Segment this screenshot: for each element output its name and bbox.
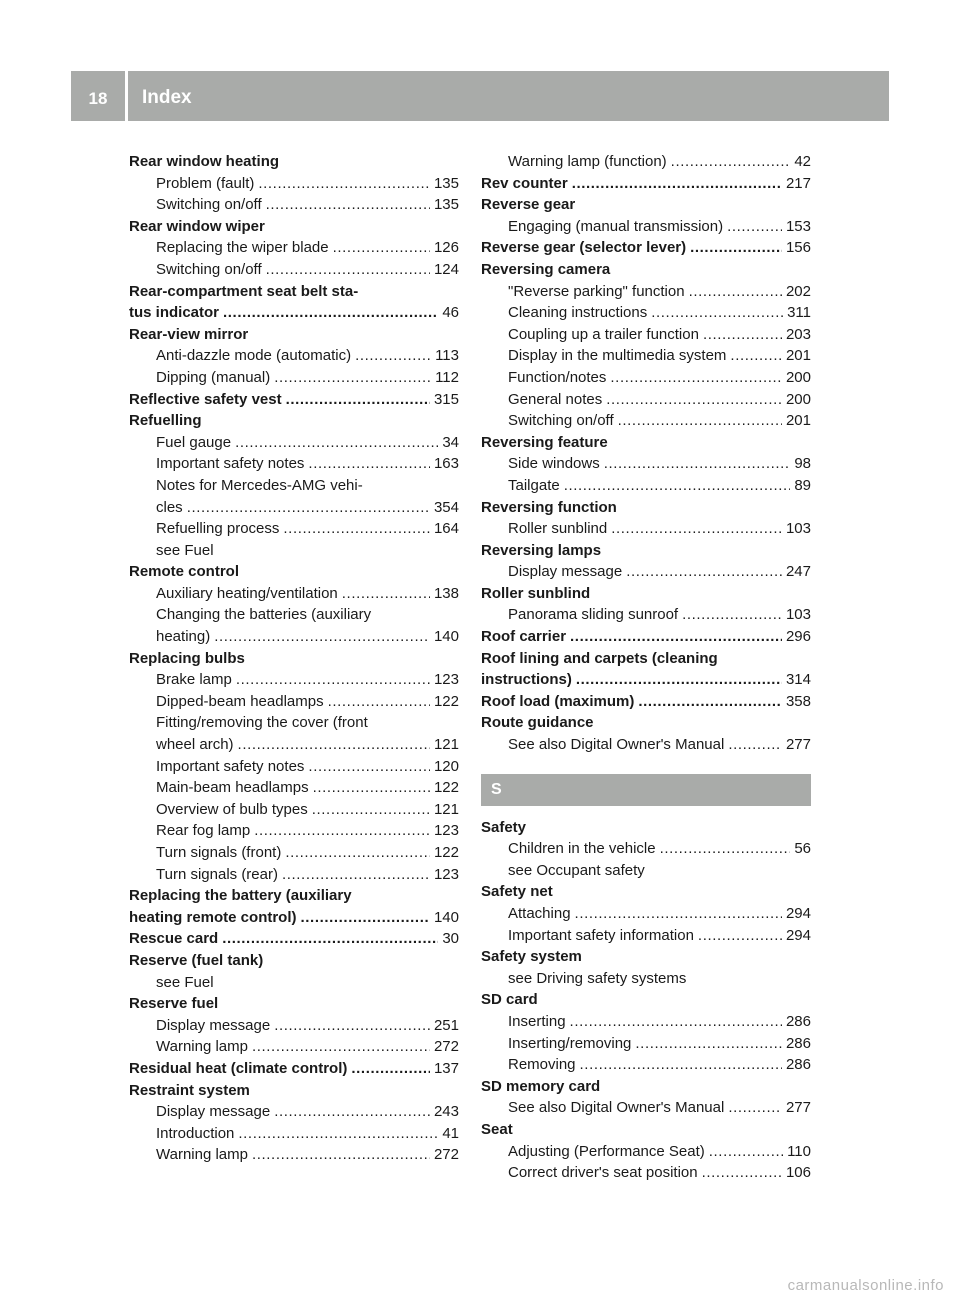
index-subentry: Notes for Mercedes-AMG vehi- [156,476,363,494]
page-ref: 140 [433,628,459,646]
entry-text: Switching on/off [508,412,614,430]
index-subentry [481,216,811,238]
dot-leader [689,281,782,303]
entry-text: Engaging (manual transmission) [508,217,724,235]
entry-text: cles [156,498,183,516]
entry-text: Rescue card [129,930,219,948]
index-heading: Restraint system [129,1081,250,1099]
dot-leader [570,1011,782,1033]
page-ref: 277 [785,736,811,754]
page-number: 18 [88,89,108,108]
dot-leader [285,842,430,864]
entry-text: Replacing the wiper blade [156,239,329,257]
page-ref: 110 [787,1142,811,1160]
watermark: carmanualsonline.info [787,1277,944,1294]
page-ref: 277 [785,1099,811,1117]
dot-leader [258,173,430,195]
index-subentry [129,842,459,864]
entry-text: Dipped-beam headlamps [156,692,324,710]
index-subentry [129,453,459,475]
index-subentry [129,583,459,605]
page-title: Index [142,87,192,108]
dot-leader [690,237,782,259]
page-ref: 286 [785,1034,811,1052]
dot-leader [576,669,782,691]
index-subentry: see Fuel [156,973,214,991]
index-heading: Safety system [481,948,582,966]
dot-leader [709,1141,783,1163]
dot-leader [252,1144,430,1166]
index-entry [481,173,811,195]
page-ref: 358 [785,692,811,710]
dot-leader [236,669,430,691]
index-subentry [129,691,459,713]
dot-leader [703,324,782,346]
index-subentry [481,561,811,583]
entry-text: tus indicator [129,304,220,322]
index-heading: Rear window wiper [129,217,265,235]
page-ref: 294 [785,926,811,944]
index-subentry [129,626,459,648]
page-ref: 106 [785,1164,811,1182]
index-heading: Reversing function [481,498,617,516]
page-ref: 30 [442,930,459,948]
dot-leader [283,518,430,540]
entry-text: Reflective safety vest [129,390,282,408]
header-divider [125,71,128,121]
dot-leader [570,626,782,648]
page-ref: 200 [785,368,811,386]
dot-leader [274,1101,430,1123]
dot-leader [626,561,782,583]
index-subentry: Changing the batteries (auxiliary [156,606,372,624]
page-ref: 200 [785,390,811,408]
dot-leader [301,907,430,929]
page-ref: 98 [794,455,811,473]
dot-leader [564,475,791,497]
index-subentry [481,734,811,756]
page-ref: 41 [442,1124,459,1142]
page-ref: 42 [794,153,811,170]
entry-text: Display message [508,563,623,581]
dot-leader [610,367,782,389]
index-subentry [481,1097,811,1119]
entry-text: Warning lamp [156,1146,248,1164]
page-ref: 122 [433,779,459,797]
page-ref: 164 [433,520,459,538]
index-entry [129,302,459,324]
entry-text: Important safety notes [156,757,305,775]
page-ref: 120 [433,757,459,775]
entry-text: Cleaning instructions [508,304,648,322]
dot-leader [698,925,782,947]
index-heading: Safety [481,818,527,836]
index-subentry: Fitting/removing the cover (front [156,714,368,732]
page-ref: 103 [785,606,811,624]
index-subentry: see Driving safety systems [508,969,687,987]
dot-leader [638,691,782,713]
page-ref: 251 [433,1016,459,1034]
entry-text: Dipping (manual) [156,368,271,386]
page-ref: 126 [433,239,459,257]
entry-text: Roof load (maximum) [481,692,635,710]
dot-leader [266,259,430,281]
entry-text: Introduction [156,1124,235,1142]
index-heading: Roof lining and carpets (cleaning [481,649,718,667]
entry-text: Rev counter [481,174,568,192]
entry-text: Display in the multimedia system [508,347,727,365]
index-heading: Refuelling [129,412,202,430]
entry-text: Problem (fault) [156,174,255,192]
entry-text: Reverse gear (selector lever) [481,239,687,257]
entry-text: Inserting/removing [508,1034,632,1052]
page-ref: 286 [785,1056,811,1074]
entry-text: Turn signals (front) [156,844,282,861]
dot-leader [702,1162,782,1184]
entry-text: Tailgate [508,476,560,494]
page-ref: 314 [785,671,811,689]
index-subentry: see Fuel [156,541,214,559]
index-entry [481,626,811,648]
index-heading: Rear-compartment seat belt sta- [129,282,359,300]
index-heading: Reserve (fuel tank) [129,951,264,969]
dot-leader [604,453,791,475]
index-subentry [129,194,459,216]
index-subentry [481,302,811,324]
index-subentry: see Occupant safety [508,861,645,879]
entry-text: Rear fog lamp [156,822,251,840]
page-ref: 89 [794,476,811,494]
entry-text: Inserting [508,1012,566,1030]
page-ref: 103 [785,520,811,538]
dot-leader [671,151,791,173]
dot-leader [222,928,438,950]
page-ref: 156 [785,239,811,257]
page-ref: 247 [785,563,811,581]
index-heading: Route guidance [481,714,594,732]
index-subentry [481,281,811,303]
entry-text: Attaching [508,905,571,922]
dot-leader [214,626,430,648]
dot-leader [611,518,782,540]
index-heading: SD card [481,991,538,1009]
entry-text: Side windows [508,455,600,473]
entry-text: Adjusting (Performance Seat) [508,1142,705,1160]
entry-text: Important safety information [508,926,694,944]
entry-text: See also Digital Owner's Manual [508,1099,725,1117]
dot-leader [328,691,430,713]
section-letter: S [481,774,811,806]
entry-text: Correct driver's seat position [508,1164,698,1182]
dot-leader [727,216,782,238]
dot-leader [651,302,783,324]
index-subentry [129,734,459,756]
page-ref: 202 [785,282,811,300]
index-subentry [481,453,811,475]
dot-leader [730,345,782,367]
dot-leader [312,799,430,821]
dot-leader [580,1054,782,1076]
entry-text: Refuelling process [156,520,280,538]
index-subentry [129,1036,459,1058]
dot-leader [266,194,430,216]
dot-leader [286,389,430,411]
page-ref: 123 [433,822,459,840]
index-subentry [129,1144,459,1166]
page-ref: 163 [433,455,459,473]
entry-text: General notes [508,390,603,408]
page-ref: 56 [794,840,811,858]
entry-text: wheel arch) [156,736,234,754]
index-heading: Reserve fuel [129,995,219,1013]
entry-text: Removing [508,1056,576,1074]
index-entry [129,928,459,950]
index-subentry [129,518,459,540]
entry-text: instructions) [481,671,572,689]
index-subentry [481,838,811,860]
dot-leader [342,583,430,605]
page-ref: 112 [435,368,459,386]
index-subentry [481,324,811,346]
index-heading: Rear window heating [129,153,280,170]
dot-leader [333,237,430,259]
index-subentry [129,367,459,389]
index-subentry [481,475,811,497]
index-subentry [129,497,459,519]
index-subentry [481,389,811,411]
index-entry [481,691,811,713]
entry-text: heating remote control) [129,908,297,926]
page-ref: 272 [433,1146,459,1164]
index-column-left [129,151,459,1166]
entry-text: Brake lamp [156,671,232,689]
entry-text: Panorama sliding sunroof [508,606,679,624]
dot-leader [606,389,782,411]
entry-text: Residual heat (climate control) [129,1059,348,1077]
page-ref: 294 [785,905,811,922]
page-ref: 34 [442,433,459,451]
dot-leader [235,432,438,454]
dot-leader [238,1123,438,1145]
index-subentry [481,367,811,389]
page-ref: 138 [433,584,459,602]
page-ref: 113 [435,347,459,365]
index-subentry [481,1162,811,1184]
dot-leader [660,838,791,860]
index-heading: Safety net [481,883,553,901]
index-subentry [481,1033,811,1055]
page-ref: 286 [785,1012,811,1030]
dot-leader [308,756,430,778]
page-ref: 272 [433,1038,459,1056]
index-subentry [481,518,811,540]
index-subentry [129,820,459,842]
index-entry [481,669,811,691]
entry-text: Coupling up a trailer function [508,325,699,343]
entry-text: See also Digital Owner's Manual [508,736,725,754]
dot-leader [351,1058,430,1080]
index-entry [129,1058,459,1080]
page-ref: 123 [433,865,459,883]
dot-leader [274,367,431,389]
index-subentry [481,604,811,626]
index-heading: Seat [481,1120,513,1138]
entry-text: Display message [156,1103,271,1121]
entry-text: Roller sunblind [508,520,608,538]
page-ref: 122 [433,692,459,710]
dot-leader [728,734,782,756]
dot-leader [572,173,782,195]
page-ref: 124 [433,260,459,278]
dot-leader [308,453,430,475]
index-heading: Reverse gear [481,196,576,214]
entry-text: Roof carrier [481,628,567,646]
index-subentry [481,1141,811,1163]
index-subentry [481,925,811,947]
index-subentry [129,1123,459,1145]
dot-leader [187,497,430,519]
index-subentry [129,259,459,281]
page-ref: 354 [433,498,459,516]
index-subentry [129,864,459,886]
page-ref: 122 [433,844,459,861]
dot-leader [238,734,430,756]
index-subentry [129,173,459,195]
index-heading: Replacing bulbs [129,649,245,667]
index-subentry [129,777,459,799]
index-heading: Rear-view mirror [129,325,249,343]
index-entry [481,237,811,259]
entry-text: Warning lamp [156,1038,248,1056]
index-subentry [129,669,459,691]
index-entry [129,389,459,411]
page-ref: 311 [787,304,811,322]
index-subentry [481,345,811,367]
index-subentry [481,903,811,925]
page-ref: 121 [433,736,459,754]
dot-leader [254,820,430,842]
entry-text: Main-beam headlamps [156,779,309,797]
dot-leader [575,903,782,925]
index-subentry [129,432,459,454]
entry-text: Overview of bulb types [156,800,308,818]
page-ref: 203 [785,325,811,343]
index-subentry [129,237,459,259]
dot-leader [252,1036,430,1058]
page-ref: 137 [433,1059,459,1077]
entry-text: Children in the vehicle [508,840,656,858]
page-ref: 121 [433,800,459,818]
index-subentry [481,1054,811,1076]
index-subentry [129,1015,459,1037]
entry-text: heating) [156,628,211,646]
entry-text: Important safety notes [156,455,305,473]
entry-text: Turn signals (rear) [156,865,278,883]
page-ref: 140 [433,908,459,926]
index-heading: Remote control [129,563,240,581]
index-heading: Replacing the battery (auxiliary [129,887,352,905]
page-ref: 135 [433,174,459,192]
entry-text: Function/notes [508,368,607,386]
index-subentry [481,410,811,432]
page-ref: 135 [433,196,459,214]
index-column-right [481,151,811,1184]
dot-leader [682,604,782,626]
index-heading: SD memory card [481,1077,601,1095]
entry-text: Display message [156,1016,271,1034]
page-ref: 201 [785,412,811,430]
index-subentry [129,756,459,778]
index-subentry [481,151,811,173]
page-ref: 201 [785,347,811,365]
dot-leader [282,864,430,886]
page-ref: 153 [785,217,811,235]
entry-text: "Reverse parking" function [508,282,685,300]
dot-leader [313,777,430,799]
dot-leader [618,410,782,432]
page-header [71,71,889,121]
entry-text: Auxiliary heating/ventilation [156,584,338,602]
index-heading: Reversing lamps [481,541,602,559]
index-subentry [129,345,459,367]
index-heading: Reversing feature [481,433,608,451]
entry-text: Anti-dazzle mode (automatic) [156,347,352,365]
entry-text: Fuel gauge [156,433,232,451]
index-heading: Reversing camera [481,260,611,278]
page-ref: 217 [785,174,811,192]
page-ref: 296 [785,628,811,646]
entry-text: Warning lamp (function) [508,153,667,170]
index-subentry [129,799,459,821]
index-heading: Roller sunblind [481,584,591,602]
page-ref: 315 [433,390,459,408]
dot-leader [355,345,431,367]
page-ref: 46 [442,304,459,322]
dot-leader [728,1097,782,1119]
index-entry [129,907,459,929]
page-ref: 123 [433,671,459,689]
entry-text: Switching on/off [156,196,262,214]
entry-text: Switching on/off [156,260,262,278]
index-subentry [481,1011,811,1033]
index-subentry [129,1101,459,1123]
page-ref: 243 [433,1103,459,1121]
dot-leader [223,302,438,324]
dot-leader [635,1033,782,1055]
dot-leader [274,1015,430,1037]
